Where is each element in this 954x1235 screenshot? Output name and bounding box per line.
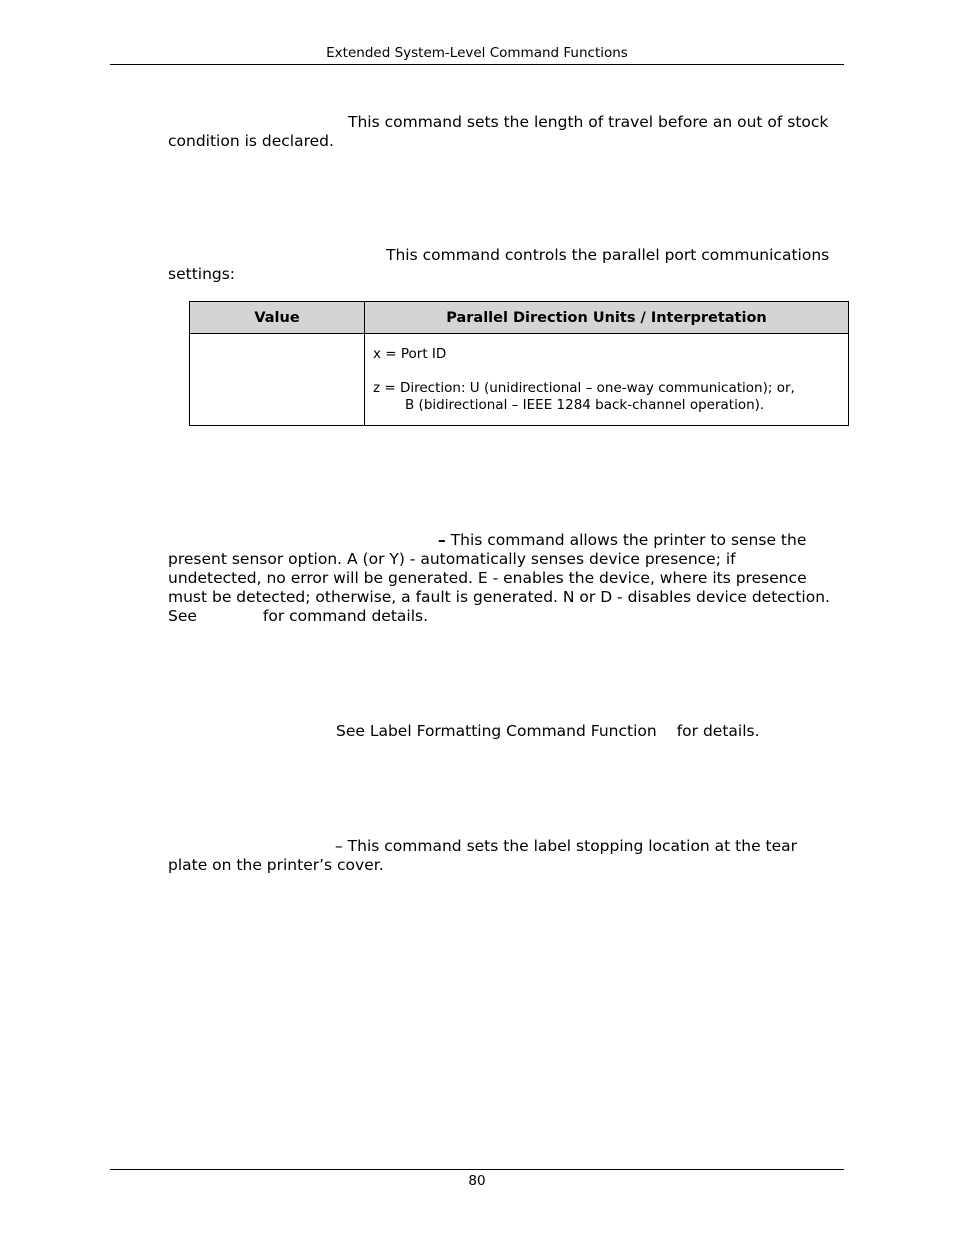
sensor-line-2: present sensor option. A (or Y) - automatically senses device presence; if (168, 550, 736, 568)
header-rule (110, 64, 844, 65)
label-format-details: for details. (676, 722, 760, 740)
table-cell-value (190, 334, 365, 426)
table-header-interpretation: Parallel Direction Units / Interpretation (365, 302, 849, 334)
out-of-stock-line-2: condition is declared. (168, 132, 334, 150)
out-of-stock-line-1: This command sets the length of travel before an out of stock (348, 113, 829, 131)
tear-line-2: plate on the printer’s cover. (168, 856, 384, 874)
sensor-line-5 (168, 607, 844, 626)
out-of-stock-paragraph (168, 113, 844, 151)
table-cell-interpretation (365, 334, 849, 426)
interp-bidirectional: B (bidirectional – IEEE 1284 back-channel operation). (405, 397, 765, 413)
table-row (190, 334, 849, 426)
parallel-line-2: settings: (168, 265, 236, 283)
sensor-paragraph (168, 531, 844, 626)
tear-line-1: – This command sets the label stopping location at the tear (335, 837, 798, 855)
sensor-details: for command details. (262, 607, 429, 625)
tear-paragraph (168, 837, 844, 875)
table-header-row (190, 302, 849, 334)
page-header: Extended System-Level Command Functions (326, 45, 628, 61)
sensor-line-3: undetected, no error will be generated. E - enables the device, where its presence (168, 569, 807, 587)
footer-rule (110, 1169, 844, 1170)
parallel-paragraph (168, 246, 844, 284)
sensor-see: See (168, 607, 197, 625)
parallel-line-1: This command controls the parallel port communications (386, 246, 830, 264)
label-format-line (168, 722, 844, 741)
parallel-direction-table (189, 301, 849, 426)
table-header-value: Value (190, 302, 365, 334)
sensor-line-4: must be detected; otherwise, a fault is generated. N or D - disables device detection. (168, 588, 830, 606)
interp-direction: z = Direction: U (unidirectional – one-way communication); or, (373, 380, 795, 396)
page-number: 80 (468, 1173, 486, 1189)
label-format-paragraph (168, 722, 844, 741)
interp-port-id: x = Port ID (373, 346, 447, 362)
label-format-text: See Label Formatting Command Function (336, 722, 657, 740)
sensor-dash: – (438, 531, 446, 549)
sensor-line-1 (168, 531, 844, 550)
sensor-line-1-text: This command allows the printer to sense the (445, 531, 807, 549)
